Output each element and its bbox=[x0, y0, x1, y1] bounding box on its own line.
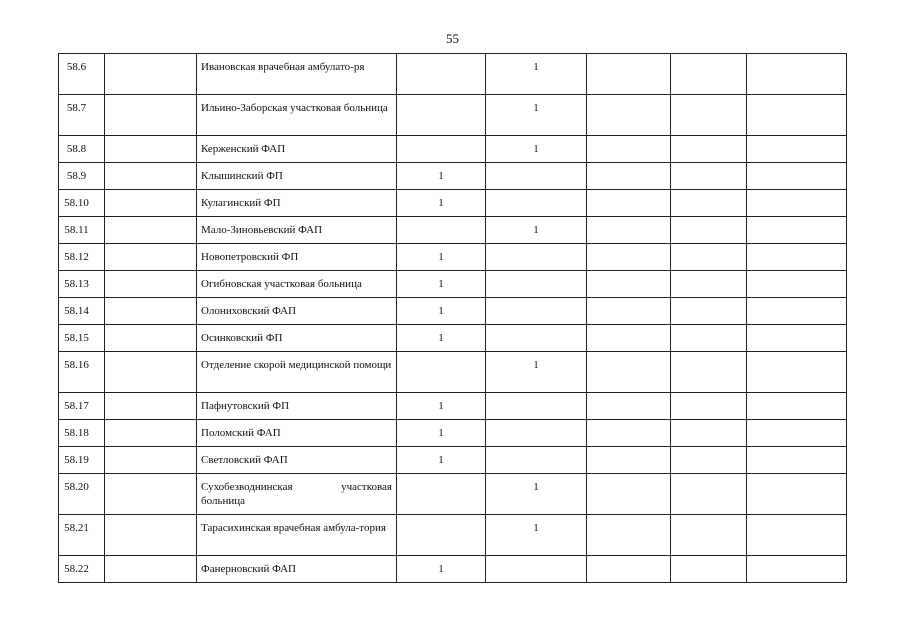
empty-cell bbox=[747, 447, 847, 474]
value-col-3 bbox=[397, 54, 486, 95]
value-col-4: 1 bbox=[486, 352, 587, 393]
table-row bbox=[59, 556, 847, 583]
value-col-4 bbox=[486, 420, 587, 447]
value-col-4: 1 bbox=[486, 474, 587, 515]
table-body bbox=[59, 54, 847, 583]
row-number: 58.9 bbox=[59, 163, 105, 190]
value-col-4 bbox=[486, 447, 587, 474]
value-col-4 bbox=[486, 298, 587, 325]
value-col-3: 1 bbox=[397, 420, 486, 447]
empty-cell bbox=[105, 298, 197, 325]
page-number: 55 bbox=[446, 31, 459, 46]
value-col-3: 1 bbox=[397, 244, 486, 271]
facility-name: Клышинский ФП bbox=[197, 163, 397, 190]
value-col-3: 1 bbox=[397, 271, 486, 298]
empty-cell bbox=[671, 163, 747, 190]
value-col-4 bbox=[486, 393, 587, 420]
empty-cell bbox=[587, 447, 671, 474]
empty-cell bbox=[587, 393, 671, 420]
value-col-3: 1 bbox=[397, 163, 486, 190]
row-number: 58.12 bbox=[59, 244, 105, 271]
table-row bbox=[59, 325, 847, 352]
empty-cell bbox=[105, 447, 197, 474]
table-row bbox=[59, 420, 847, 447]
facility-name: Осинковский ФП bbox=[197, 325, 397, 352]
value-col-3: 1 bbox=[397, 447, 486, 474]
empty-cell bbox=[105, 95, 197, 136]
empty-cell bbox=[747, 325, 847, 352]
empty-cell bbox=[105, 244, 197, 271]
empty-cell bbox=[587, 190, 671, 217]
value-col-4 bbox=[486, 190, 587, 217]
facility-name: Олониховский ФАП bbox=[197, 298, 397, 325]
empty-cell bbox=[671, 474, 747, 515]
empty-cell bbox=[105, 325, 197, 352]
facility-name: Фанерновский ФАП bbox=[197, 556, 397, 583]
empty-cell bbox=[671, 298, 747, 325]
row-number: 58.11 bbox=[59, 217, 105, 244]
value-col-3 bbox=[397, 352, 486, 393]
row-number: 58.15 bbox=[59, 325, 105, 352]
empty-cell bbox=[671, 95, 747, 136]
table-row bbox=[59, 352, 847, 393]
empty-cell bbox=[105, 271, 197, 298]
facility-name: Мало-Зиновьевский ФАП bbox=[197, 217, 397, 244]
empty-cell bbox=[587, 515, 671, 556]
table-row bbox=[59, 515, 847, 556]
empty-cell bbox=[671, 352, 747, 393]
facility-name: Сухобезводнинская участковая больница bbox=[197, 474, 397, 515]
value-col-3: 1 bbox=[397, 556, 486, 583]
empty-cell bbox=[671, 393, 747, 420]
value-col-4: 1 bbox=[486, 217, 587, 244]
row-number: 58.17 bbox=[59, 393, 105, 420]
empty-cell bbox=[587, 217, 671, 244]
value-col-4: 1 bbox=[486, 136, 587, 163]
empty-cell bbox=[671, 136, 747, 163]
empty-cell bbox=[747, 474, 847, 515]
table-row bbox=[59, 298, 847, 325]
empty-cell bbox=[671, 515, 747, 556]
empty-cell bbox=[671, 54, 747, 95]
facility-name: Пафнутовский ФП bbox=[197, 393, 397, 420]
empty-cell bbox=[105, 217, 197, 244]
empty-cell bbox=[747, 556, 847, 583]
value-col-3 bbox=[397, 136, 486, 163]
facility-name: Отделение скорой медицинской помощи bbox=[197, 352, 397, 393]
facilities-table bbox=[58, 53, 847, 583]
empty-cell bbox=[587, 271, 671, 298]
value-col-3 bbox=[397, 515, 486, 556]
empty-cell bbox=[105, 474, 197, 515]
table-row bbox=[59, 136, 847, 163]
empty-cell bbox=[671, 190, 747, 217]
row-number: 58.20 bbox=[59, 474, 105, 515]
empty-cell bbox=[587, 325, 671, 352]
row-number: 58.13 bbox=[59, 271, 105, 298]
value-col-3: 1 bbox=[397, 325, 486, 352]
empty-cell bbox=[105, 190, 197, 217]
empty-cell bbox=[587, 298, 671, 325]
row-number: 58.22 bbox=[59, 556, 105, 583]
empty-cell bbox=[747, 136, 847, 163]
empty-cell bbox=[671, 325, 747, 352]
empty-cell bbox=[747, 393, 847, 420]
empty-cell bbox=[747, 190, 847, 217]
facility-name: Ивановская врачебная амбулато-ря bbox=[197, 54, 397, 95]
empty-cell bbox=[747, 244, 847, 271]
value-col-4: 1 bbox=[486, 95, 587, 136]
empty-cell bbox=[747, 95, 847, 136]
row-number: 58.19 bbox=[59, 447, 105, 474]
empty-cell bbox=[105, 420, 197, 447]
empty-cell bbox=[747, 271, 847, 298]
value-col-4 bbox=[486, 325, 587, 352]
empty-cell bbox=[587, 54, 671, 95]
table-row bbox=[59, 54, 847, 95]
value-col-4: 1 bbox=[486, 515, 587, 556]
row-number: 58.10 bbox=[59, 190, 105, 217]
row-number: 58.21 bbox=[59, 515, 105, 556]
empty-cell bbox=[587, 474, 671, 515]
empty-cell bbox=[587, 352, 671, 393]
empty-cell bbox=[671, 271, 747, 298]
value-col-3 bbox=[397, 95, 486, 136]
empty-cell bbox=[105, 54, 197, 95]
empty-cell bbox=[671, 217, 747, 244]
row-number: 58.18 bbox=[59, 420, 105, 447]
value-col-4: 1 bbox=[486, 54, 587, 95]
facility-name: Керженский ФАП bbox=[197, 136, 397, 163]
empty-cell bbox=[105, 515, 197, 556]
empty-cell bbox=[747, 163, 847, 190]
value-col-4 bbox=[486, 244, 587, 271]
value-col-3: 1 bbox=[397, 393, 486, 420]
table-row bbox=[59, 474, 847, 515]
table-row bbox=[59, 271, 847, 298]
table-row bbox=[59, 95, 847, 136]
empty-cell bbox=[587, 556, 671, 583]
value-col-4 bbox=[486, 163, 587, 190]
value-col-4 bbox=[486, 556, 587, 583]
empty-cell bbox=[747, 54, 847, 95]
empty-cell bbox=[105, 393, 197, 420]
facility-name: Новопетровский ФП bbox=[197, 244, 397, 271]
value-col-3 bbox=[397, 474, 486, 515]
empty-cell bbox=[587, 95, 671, 136]
value-col-4 bbox=[486, 271, 587, 298]
empty-cell bbox=[105, 556, 197, 583]
empty-cell bbox=[671, 556, 747, 583]
row-number: 58.8 bbox=[59, 136, 105, 163]
empty-cell bbox=[587, 136, 671, 163]
empty-cell bbox=[105, 352, 197, 393]
value-col-3: 1 bbox=[397, 190, 486, 217]
empty-cell bbox=[671, 420, 747, 447]
empty-cell bbox=[671, 447, 747, 474]
value-col-3: 1 bbox=[397, 298, 486, 325]
facility-name: Тарасихинская врачебная амбула-тория bbox=[197, 515, 397, 556]
table-row bbox=[59, 244, 847, 271]
empty-cell bbox=[747, 352, 847, 393]
empty-cell bbox=[105, 136, 197, 163]
row-number: 58.16 bbox=[59, 352, 105, 393]
table-row bbox=[59, 190, 847, 217]
facility-name: Огибновская участковая больница bbox=[197, 271, 397, 298]
empty-cell bbox=[747, 515, 847, 556]
empty-cell bbox=[587, 244, 671, 271]
value-col-3 bbox=[397, 217, 486, 244]
empty-cell bbox=[587, 163, 671, 190]
empty-cell bbox=[105, 163, 197, 190]
facility-name: Ильино-Заборская участковая больница bbox=[197, 95, 397, 136]
table-row bbox=[59, 217, 847, 244]
empty-cell bbox=[747, 217, 847, 244]
table-row bbox=[59, 163, 847, 190]
empty-cell bbox=[747, 298, 847, 325]
facility-name: Поломский ФАП bbox=[197, 420, 397, 447]
table-row bbox=[59, 447, 847, 474]
table-row bbox=[59, 393, 847, 420]
empty-cell bbox=[587, 420, 671, 447]
facility-name: Кулагинский ФП bbox=[197, 190, 397, 217]
empty-cell bbox=[747, 420, 847, 447]
empty-cell bbox=[671, 244, 747, 271]
row-number: 58.6 bbox=[59, 54, 105, 95]
row-number: 58.7 bbox=[59, 95, 105, 136]
facility-name: Светловский ФАП bbox=[197, 447, 397, 474]
row-number: 58.14 bbox=[59, 298, 105, 325]
